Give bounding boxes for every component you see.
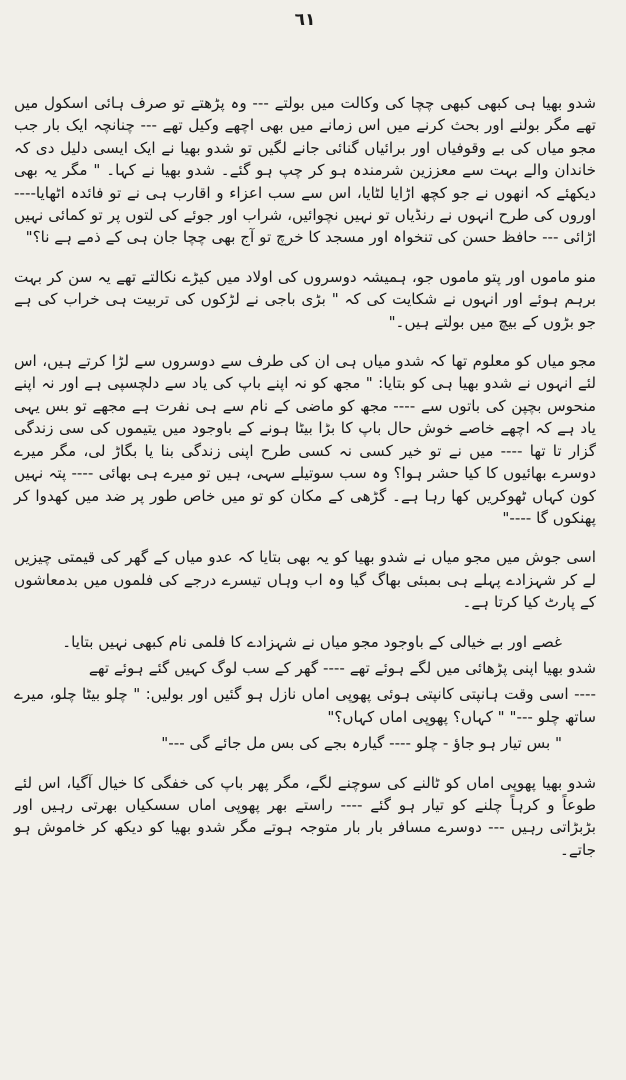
line-2: شدو بھیا اپنی پڑھائی میں لگے ہوئے تھے ---- گھر کے سب لوگ کہیں گئے ہوئے تھے — [88, 658, 596, 677]
page-number: ٦١ — [294, 10, 316, 30]
line-4: " بس تیار ہو جاؤ - چلو ---- گیارہ بجے کی بس مل جائے گی ---" — [161, 734, 562, 753]
line-1: غصے اور بے خیالی کے باوجود مجو میاں نے شہزادے کا فلمی نام کبھی نہیں بتایا۔ — [62, 632, 562, 651]
paragraph-4: اسی جوش میں مجو میاں نے شدو بھیا کو یہ بھی بتایا کہ عدو میاں کے گھر کی قیمتی چیزیں لے کر شہزادے پہلے ہی بمبئی بھاگ گیا وہ اب وہاں تیسرے درجے کی فلموں میں بدمعاشوں کے پارٹ کیا کرتا ہے۔ — [14, 548, 596, 612]
paragraph-3: مجو میاں کو معلوم تھا کہ شدو میاں ہی ان کی طرف سے دوسروں سے لڑا کرتے ہیں، اس لئے انہوں نے شدو بھیا ہی کو بتایا: " مجھ کو نہ اپنے باپ کی یاد سے دلچسپی ہے اور نہ اپنے منحوس بچپن کی باتوں سے ---- مجھ کو ماضی کے نام سے ہی نفرت ہے مجھے تو بس یہی یاد ہے کہ اچھے خاصے خوش حال باپ کا بڑا بیٹا ہونے کے باوجود میں یتیموں کی سی زندگی گزار تا تھا ---- میں نے تو خیر کسی نہ کسی طرح اپنی زندگی بنا یا بگاڑ لی، مگر میرے دوسرے بھائیوں کا کیا حشر ہوا؟ وہ سب سوتیلے سہی، ہیں تو میرے ہی بھائی ---- پتہ نہیں کون کہاں ٹھوکریں کھا رہا ہے۔ گڑھی کے مکان کو تو میں خاص طور پر ضد میں کھدوا کر پھنکوں گا ----" — [14, 352, 596, 527]
page-body — [14, 92, 596, 861]
final-paragraph: شدو بھیا پھوپی اماں کو ٹالنے کی سوچنے لگے، مگر پھر باپ کی خفگی کا خیال آگیا، اس لئے طوعاً و کرہاً چلنے کو تیار ہو گئے ---- راستے بھر پھوپی اماں سسکیاں بھرتی رہیں اور بڑبڑاتی رہیں --- دوسرے مسافر بار بار متوجہ ہوتے مگر شدو بھیا کو دیکھ کر خاموش ہو جاتے۔ — [14, 773, 596, 859]
paragraph-1: شدو بھیا ہی کبھی کبھی چچا کی وکالت میں بولتے --- وہ پڑھتے تو صرف ہائی اسکول میں تھے مگر بولنے اور بحث کرنے میں اس زمانے میں بھی اچھے وکیل تھے --- چنانچہ ایک بار جب مجو میاں کی بے وقوفیاں اور برائیاں گنائی جانے لگیں تو شدو بھیا نے ایک ایسی دلیل دی کہ خاندان والے بہت سے معززین شرمندہ ہو کر چپ ہو گئے۔ شدو بھیا نے کہا۔ " مگر یہ بھی دیکھئے کہ انھوں نے جو کچھ اڑایا لٹایا، اس سے سب اعزاء و اقارب ہی نے تو فائدہ اٹھایا---- اوروں کی طرح انہوں نے رنڈیاں تو نہیں نچوائیں، شراب اور جوئے کی لتوں پر تو کمائی نہیں اڑائی --- حافظ حسن کی تنخواہ اور مسجد کا خرچ تو آج بھی چچا جان ہی کے ذمے ہے نا؟" — [14, 94, 596, 247]
line-3: ---- اسی وقت ہانپتی کانپتی ہوئی پھوپی اماں نازل ہو گئیں اور بولیں: " چلو بیٹا چلو، میرے ساتھ چلو ---" " کہاں؟ پھوپی اماں کہاں؟" — [14, 685, 596, 726]
paragraph-2: منو ماموں اور پتو ماموں جو، ہمیشہ دوسروں کی اولاد میں کیڑے نکالتے تھے یہ سن کر بہت برہم ہوئے اور انہوں نے شکایت کی کہ " بڑی باجی نے لڑکوں کی تربیت ہی خراب کی ہے جو بڑوں کے بیچ میں بولتے ہیں۔" — [14, 267, 596, 331]
